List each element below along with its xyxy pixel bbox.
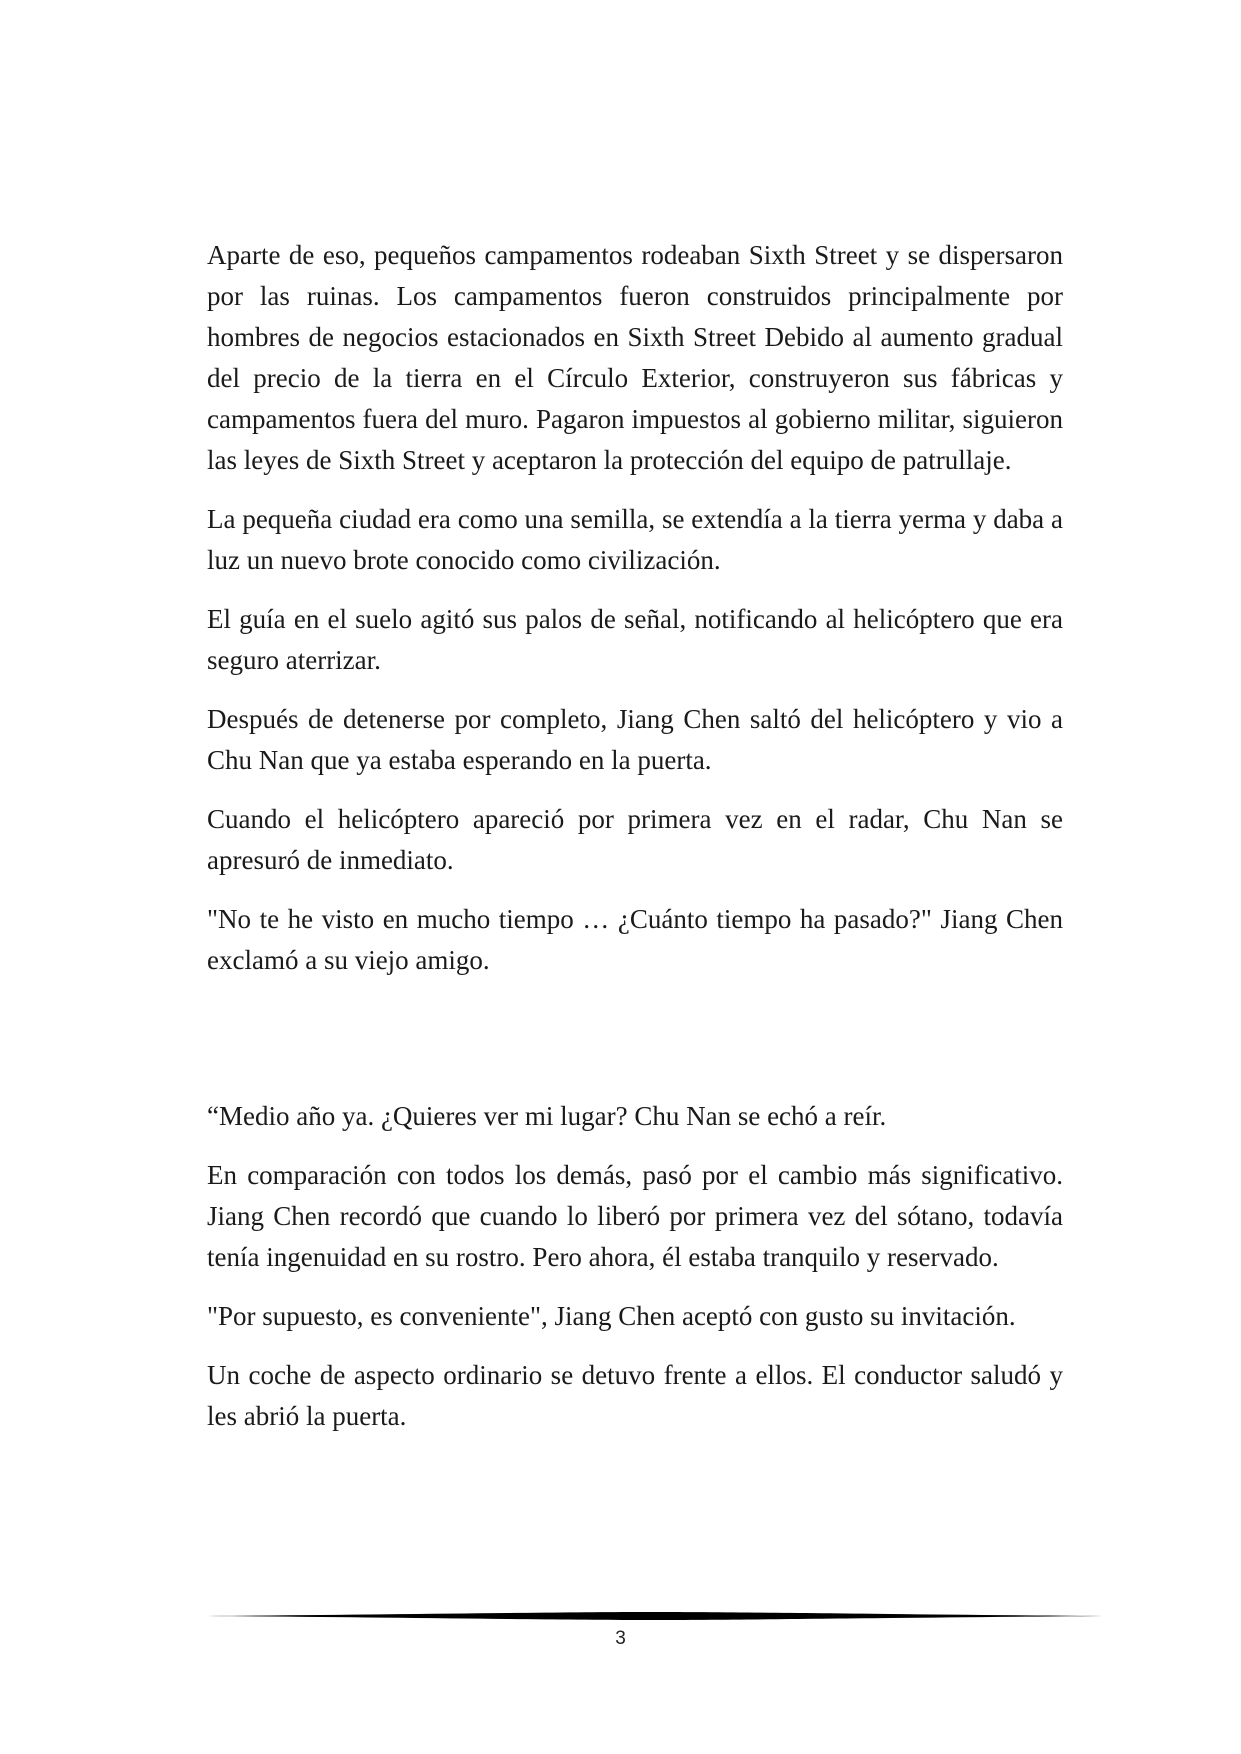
paragraph: "No te he visto en mucho tiempo … ¿Cuánto tiempo ha pasado?" Jiang Chen exclamó a su viejo amigo. <box>207 904 1063 975</box>
paragraph: La pequeña ciudad era como una semilla, se extendía a la tierra yerma y daba a luz un nuevo brote conocido como civilización. <box>207 504 1063 575</box>
footer-divider <box>207 1611 1103 1621</box>
body-text-section-2 <box>207 1096 1063 1455</box>
paragraph: En comparación con todos los demás, pasó por el cambio más significativo. Jiang Chen recordó que cuando lo liberó por primera vez del sótano, todavía tenía ingenuidad en su rostro. Pero ahora, él estaba tranquilo y reservado. <box>207 1160 1063 1272</box>
paragraph: Después de detenerse por completo, Jiang Chen saltó del helicóptero y vio a Chu Nan que ya estaba esperando en la puerta. <box>207 704 1063 775</box>
paragraph: “Medio año ya. ¿Quieres ver mi lugar? Chu Nan se echó a reír. <box>207 1101 887 1131</box>
paragraph: "Por supuesto, es conveniente", Jiang Chen aceptó con gusto su invitación. <box>207 1301 1016 1331</box>
paragraph: Cuando el helicóptero apareció por primera vez en el radar, Chu Nan se apresuró de inmediato. <box>207 804 1063 875</box>
paragraph: Aparte de eso, pequeños campamentos rodeaban Sixth Street y se dispersaron por las ruinas. Los campamentos fueron construidos principalmente por hombres de negocios estacionados en Sixth Street Debido al aumento gradual del precio de la tierra en el Círculo Exterior, construyeron sus fábricas y campamentos fuera del muro. Pagaron impuestos al gobierno militar, siguieron las leyes de Sixth Street y aceptaron la protección del equipo de patrullaje. <box>207 240 1063 475</box>
body-text-section-1 <box>207 235 1063 999</box>
page-number: 3 <box>615 1628 626 1649</box>
paragraph: El guía en el suelo agitó sus palos de señal, notificando al helicóptero que era seguro aterrizar. <box>207 604 1063 675</box>
paragraph: Un coche de aspecto ordinario se detuvo frente a ellos. El conductor saludó y les abrió la puerta. <box>207 1360 1063 1431</box>
